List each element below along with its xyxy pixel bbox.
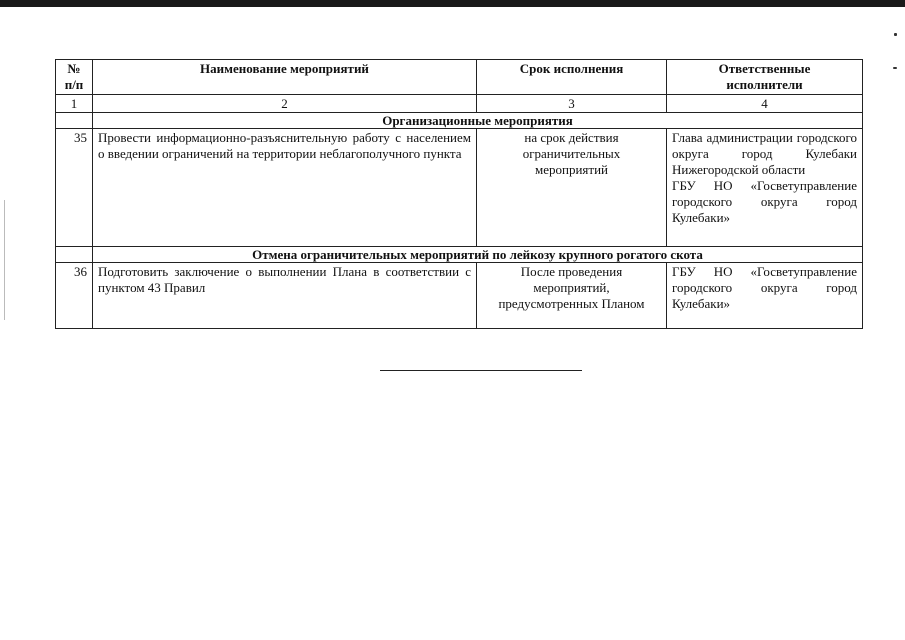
section-title: Организационные мероприятия	[93, 113, 863, 129]
table-row	[56, 263, 863, 329]
row-term: на срок действия ограничительных мероприятий	[477, 129, 667, 247]
closing-rule	[380, 370, 582, 371]
section-spacer	[56, 113, 93, 129]
column-number-row	[56, 95, 863, 113]
column-number: 1	[56, 95, 93, 113]
scan-edge-line	[4, 200, 5, 320]
row-responsible: ГБУ НО «Госветуправление городского округа город Кулебаки»	[667, 263, 863, 329]
table-row	[56, 129, 863, 247]
scan-speck	[893, 67, 897, 69]
column-number: 4	[667, 95, 863, 113]
row-term: После проведения мероприятий, предусмотренных Планом	[477, 263, 667, 329]
row-action: Подготовить заключение о выполнении Плана в соответствии с пунктом 43 Правил	[93, 263, 477, 329]
header-num: № п/п	[56, 60, 93, 95]
header-row	[56, 60, 863, 95]
header-responsible: Ответственные исполнители	[667, 60, 863, 95]
section-title: Отмена ограничительных мероприятий по лейкозу крупного рогатого скота	[93, 247, 863, 263]
column-number: 3	[477, 95, 667, 113]
header-name: Наименование мероприятий	[93, 60, 477, 95]
row-action: Провести информационно-разъяснительную работу с населением о введении ограничений на территории неблагополучного пункта	[93, 129, 477, 247]
section-spacer	[56, 247, 93, 263]
section-row	[56, 113, 863, 129]
column-number: 2	[93, 95, 477, 113]
row-responsible: Глава администрации городского округа город Кулебаки Нижегородской области ГБУ НО «Госветуправление городского округа город Кулебаки»	[667, 129, 863, 247]
section-row	[56, 247, 863, 263]
row-number: 36	[56, 263, 93, 329]
scan-top-border	[0, 0, 905, 7]
scan-speck	[894, 33, 897, 36]
plan-table	[55, 59, 863, 329]
header-term: Срок исполнения	[477, 60, 667, 95]
row-number: 35	[56, 129, 93, 247]
